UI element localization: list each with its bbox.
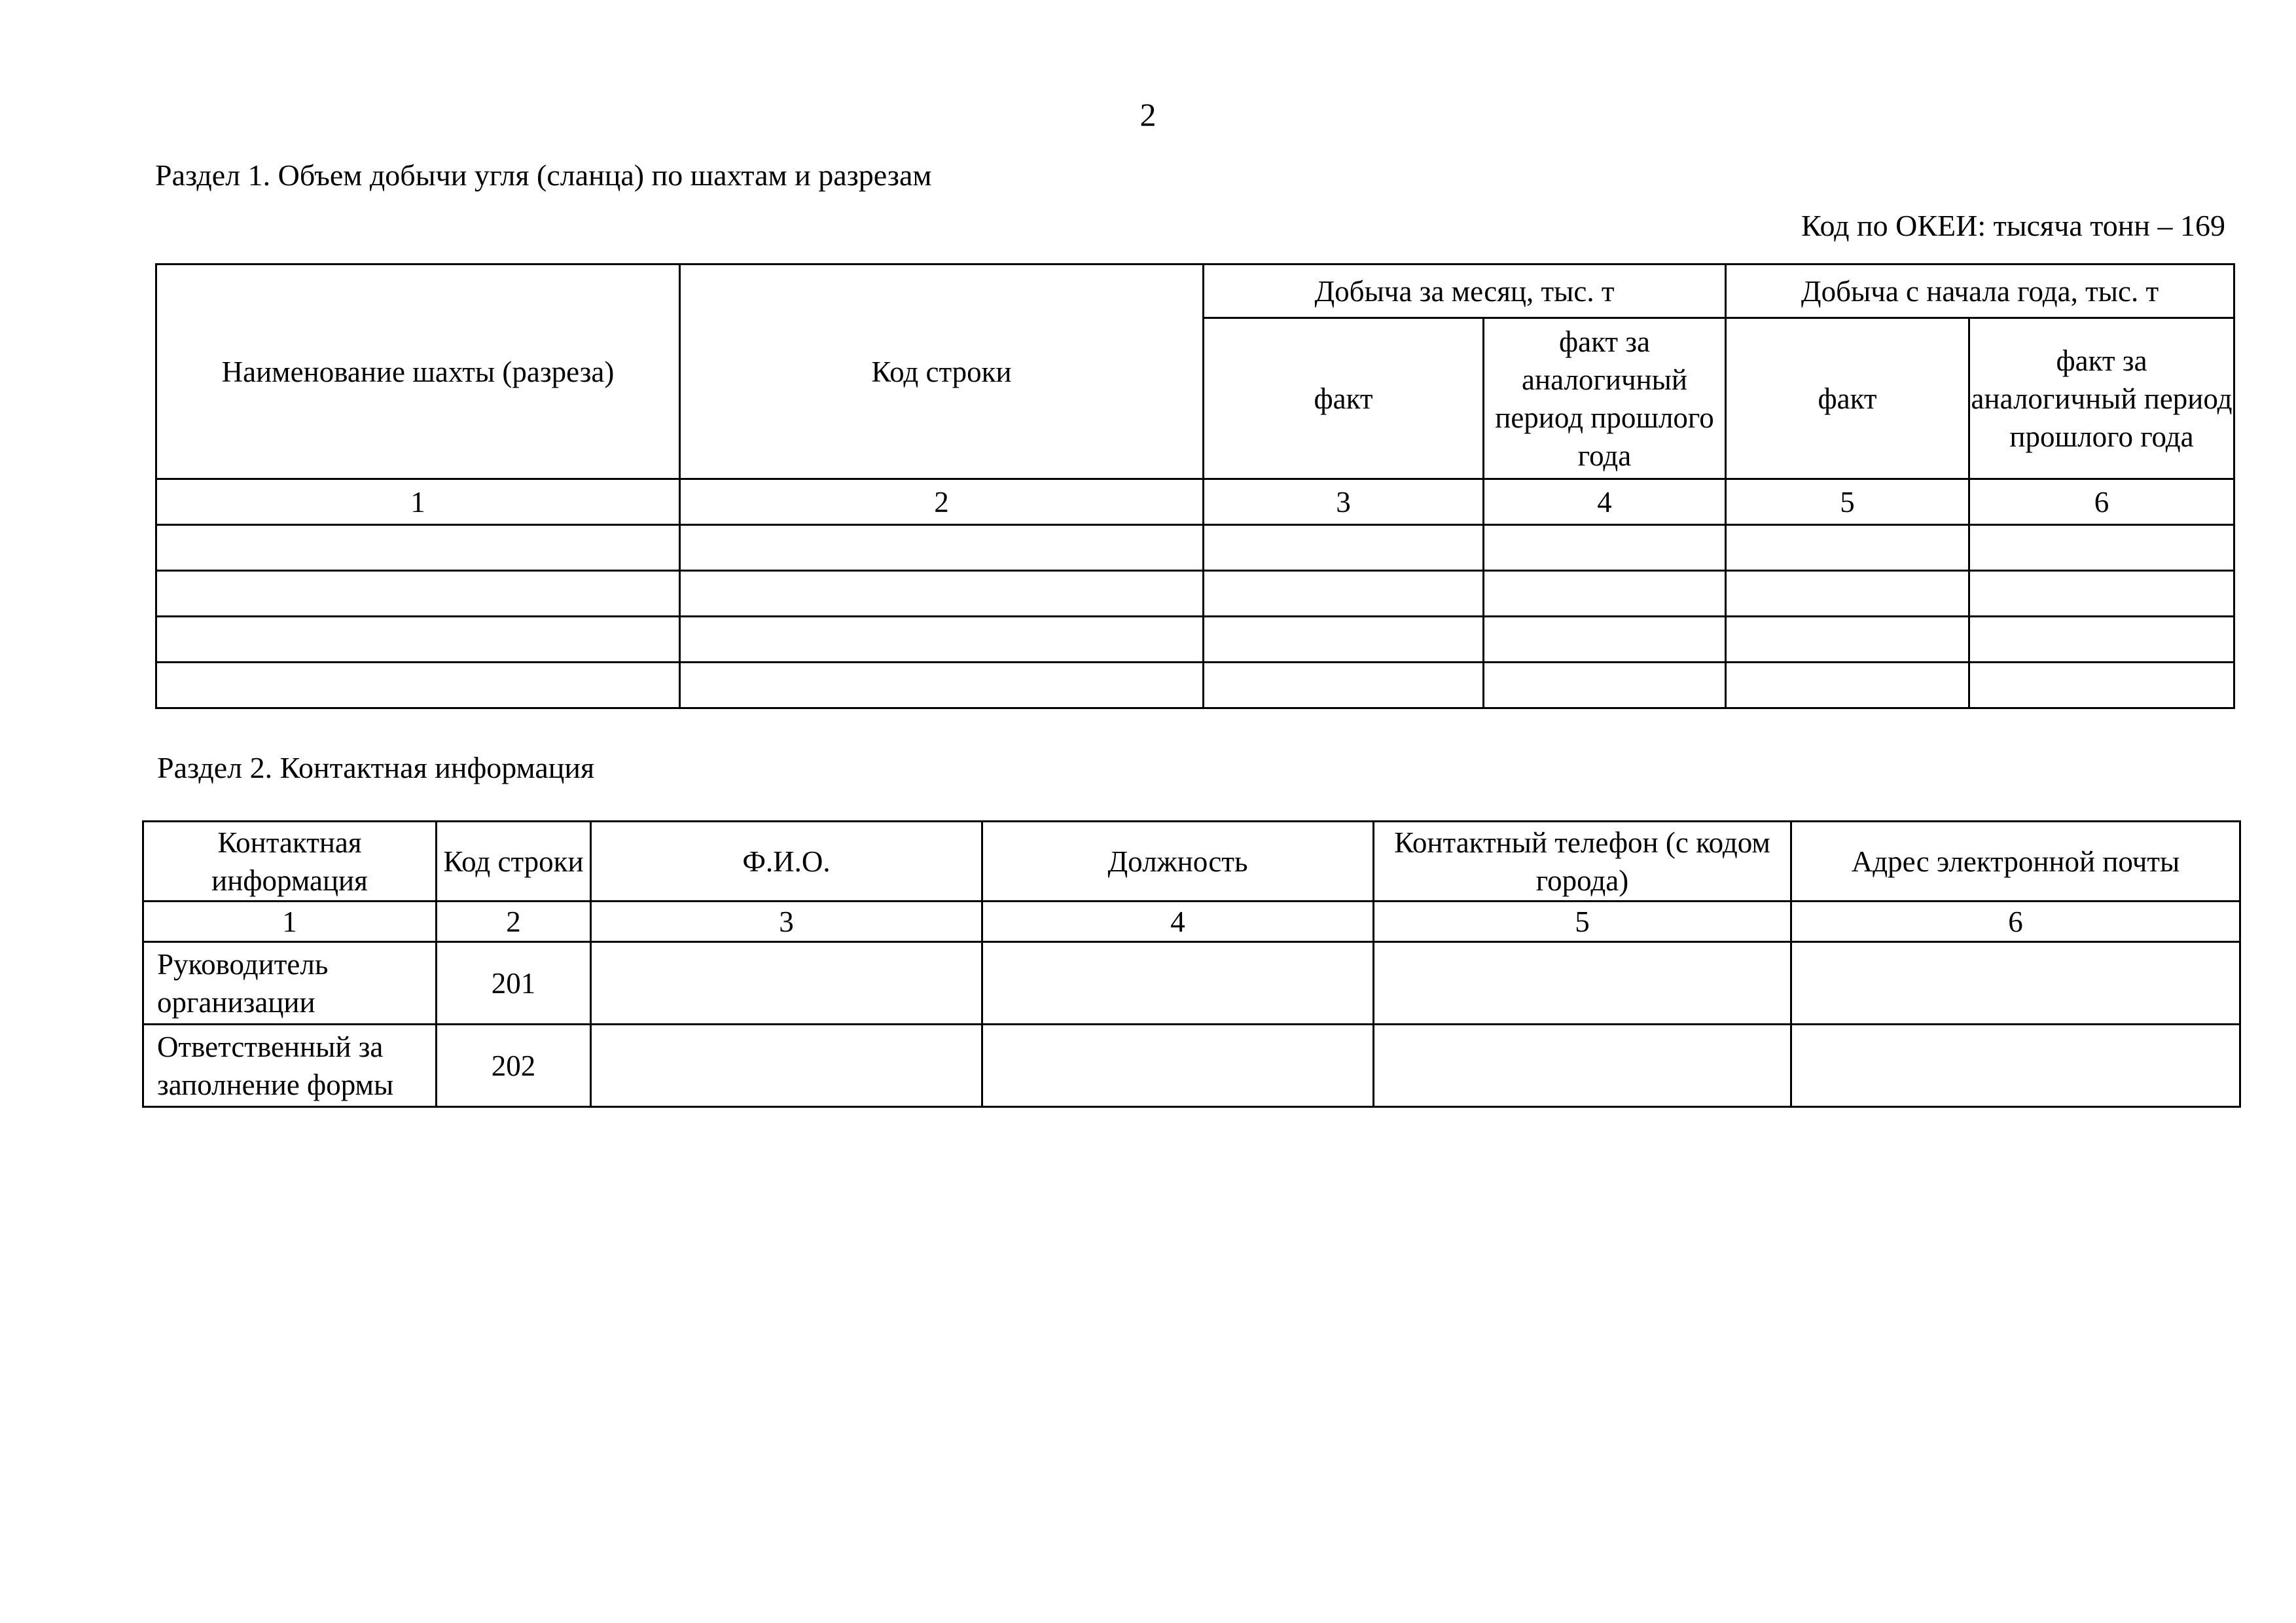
input-cell[interactable] [156, 525, 680, 571]
header-mine-name: Наименование шахты (разреза) [156, 264, 680, 479]
column-number: 6 [1969, 479, 2234, 525]
input-cell[interactable] [680, 571, 1204, 617]
input-cell[interactable] [1484, 571, 1726, 617]
table-row [156, 571, 2234, 617]
header-month-fact: факт [1204, 318, 1484, 479]
input-cell[interactable] [1726, 617, 1969, 663]
input-cell[interactable] [982, 942, 1374, 1025]
header-year-prev-year: факт за аналогичный период прошлого года [1969, 318, 2234, 479]
header-position: Должность [982, 822, 1374, 902]
column-number: 4 [1484, 479, 1726, 525]
header-row-code: Код строки [437, 822, 591, 902]
input-cell[interactable] [1204, 617, 1484, 663]
header-email: Адрес электронной почты [1791, 822, 2240, 902]
section-1-title: Раздел 1. Объем добычи угля (сланца) по шахтам и разрезам [155, 158, 932, 192]
input-cell[interactable] [1726, 525, 1969, 571]
column-number: 3 [591, 902, 982, 942]
table-row [156, 525, 2234, 571]
input-cell[interactable] [591, 942, 982, 1025]
input-cell[interactable] [1969, 525, 2234, 571]
input-cell[interactable] [591, 1025, 982, 1107]
column-number: 1 [143, 902, 437, 942]
table-row [156, 663, 2234, 708]
input-cell[interactable] [1484, 663, 1726, 708]
row-label-responsible: Ответственный за заполнение формы [143, 1025, 437, 1107]
column-number-row [156, 479, 2234, 525]
input-cell[interactable] [680, 663, 1204, 708]
input-cell[interactable] [1726, 571, 1969, 617]
table-row [143, 942, 2240, 1025]
input-cell[interactable] [1204, 571, 1484, 617]
input-cell[interactable] [1969, 617, 2234, 663]
input-cell[interactable] [680, 617, 1204, 663]
column-number: 1 [156, 479, 680, 525]
input-cell[interactable] [982, 1025, 1374, 1107]
input-cell[interactable] [1484, 617, 1726, 663]
input-cell[interactable] [1204, 525, 1484, 571]
input-cell[interactable] [1969, 663, 2234, 708]
input-cell[interactable] [1791, 1025, 2240, 1107]
column-number-row [143, 902, 2240, 942]
input-cell[interactable] [1204, 663, 1484, 708]
header-year-fact: факт [1726, 318, 1969, 479]
section-2-title: Раздел 2. Контактная информация [157, 751, 595, 784]
column-number: 4 [982, 902, 1374, 942]
header-full-name: Ф.И.О. [591, 822, 982, 902]
header-contact-info: Контактная информация [143, 822, 437, 902]
header-row-code: Код строки [680, 264, 1204, 479]
input-cell[interactable] [1726, 663, 1969, 708]
input-cell[interactable] [156, 617, 680, 663]
header-phone: Контактный телефон (с кодом города) [1374, 822, 1791, 902]
header-month-prev-year: факт за аналогичный период прошлого года [1484, 318, 1726, 479]
column-number: 2 [680, 479, 1204, 525]
input-cell[interactable] [1374, 1025, 1791, 1107]
table-row [156, 617, 2234, 663]
table-row [143, 1025, 2240, 1107]
coal-production-table [155, 263, 2235, 709]
header-year-production: Добыча с начала года, тыс. т [1726, 264, 2234, 318]
column-number: 2 [437, 902, 591, 942]
input-cell[interactable] [1791, 942, 2240, 1025]
input-cell[interactable] [156, 663, 680, 708]
row-code: 202 [437, 1025, 591, 1107]
contact-info-table [142, 820, 2241, 1108]
column-number: 3 [1204, 479, 1484, 525]
okei-code: Код по ОКЕИ: тысяча тонн – 169 [1801, 209, 2225, 242]
input-cell[interactable] [680, 525, 1204, 571]
input-cell[interactable] [1374, 942, 1791, 1025]
input-cell[interactable] [1969, 571, 2234, 617]
input-cell[interactable] [1484, 525, 1726, 571]
header-month-production: Добыча за месяц, тыс. т [1204, 264, 1726, 318]
page-number: 2 [1139, 96, 1157, 133]
column-number: 5 [1726, 479, 1969, 525]
row-label-head: Руководитель организации [143, 942, 437, 1025]
input-cell[interactable] [156, 571, 680, 617]
row-code: 201 [437, 942, 591, 1025]
column-number: 6 [1791, 902, 2240, 942]
column-number: 5 [1374, 902, 1791, 942]
